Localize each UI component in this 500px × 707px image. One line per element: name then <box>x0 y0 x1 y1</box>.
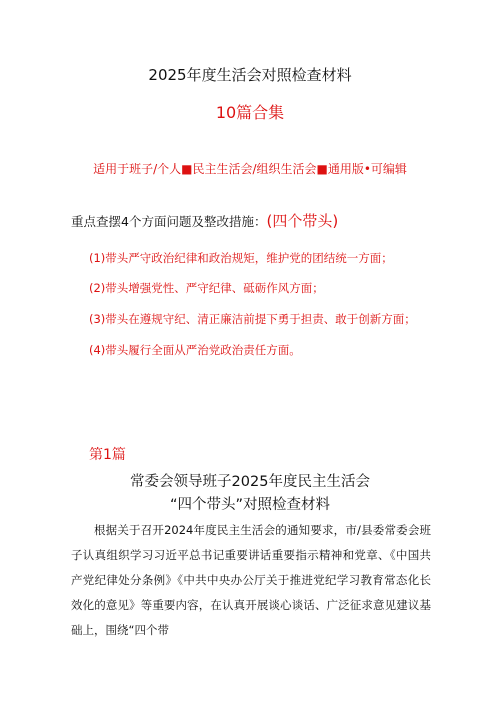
focus-item: (4)带头履行全面从严治党政治责任方面。 <box>89 343 301 357</box>
section-label: 第1篇 <box>89 447 126 463</box>
scope-line: 适用于班子/个人■民主生活会/组织生活会■通用版•可编辑 <box>93 162 407 176</box>
focus-heading <box>71 210 338 231</box>
section-body-paragraph: 根据关于召开2024年度民主生活会的通知要求，市/县委常委会班子认真组织学习习近平总书记重要讲话重要指示精神和党章、《中国共产党纪律处分条例》《中共中央办公厅关于推进党纪学习教育常态化长效化的意见》等重要内容，在认真开展谈心谈话、广泛征求意见建议基础上，围绕“四个带 <box>71 523 431 637</box>
focus-item: (2)带头增强党性、严守纪律、砥砺作风方面； <box>89 281 324 295</box>
focus-item: (1)带头严守政治纪律和政治规矩，维护党的团结统一方面； <box>89 251 393 265</box>
focus-prefix: 重点查摆4个方面问题及整改措施： <box>71 214 267 229</box>
section-title-line2: “四个带头”对照检查材料 <box>169 497 331 513</box>
focus-tag: (四个带头) <box>266 212 339 230</box>
focus-item: (3)带头在遵规守纪、清正廉洁前提下勇于担责、敢于创新方面； <box>89 312 416 326</box>
collection-subtitle: 10篇合集 <box>215 103 285 122</box>
document-title: 2025年度生活会对照检查材料 <box>148 66 352 84</box>
section-title-line1: 常委会领导班子2025年度民主生活会 <box>130 474 370 490</box>
